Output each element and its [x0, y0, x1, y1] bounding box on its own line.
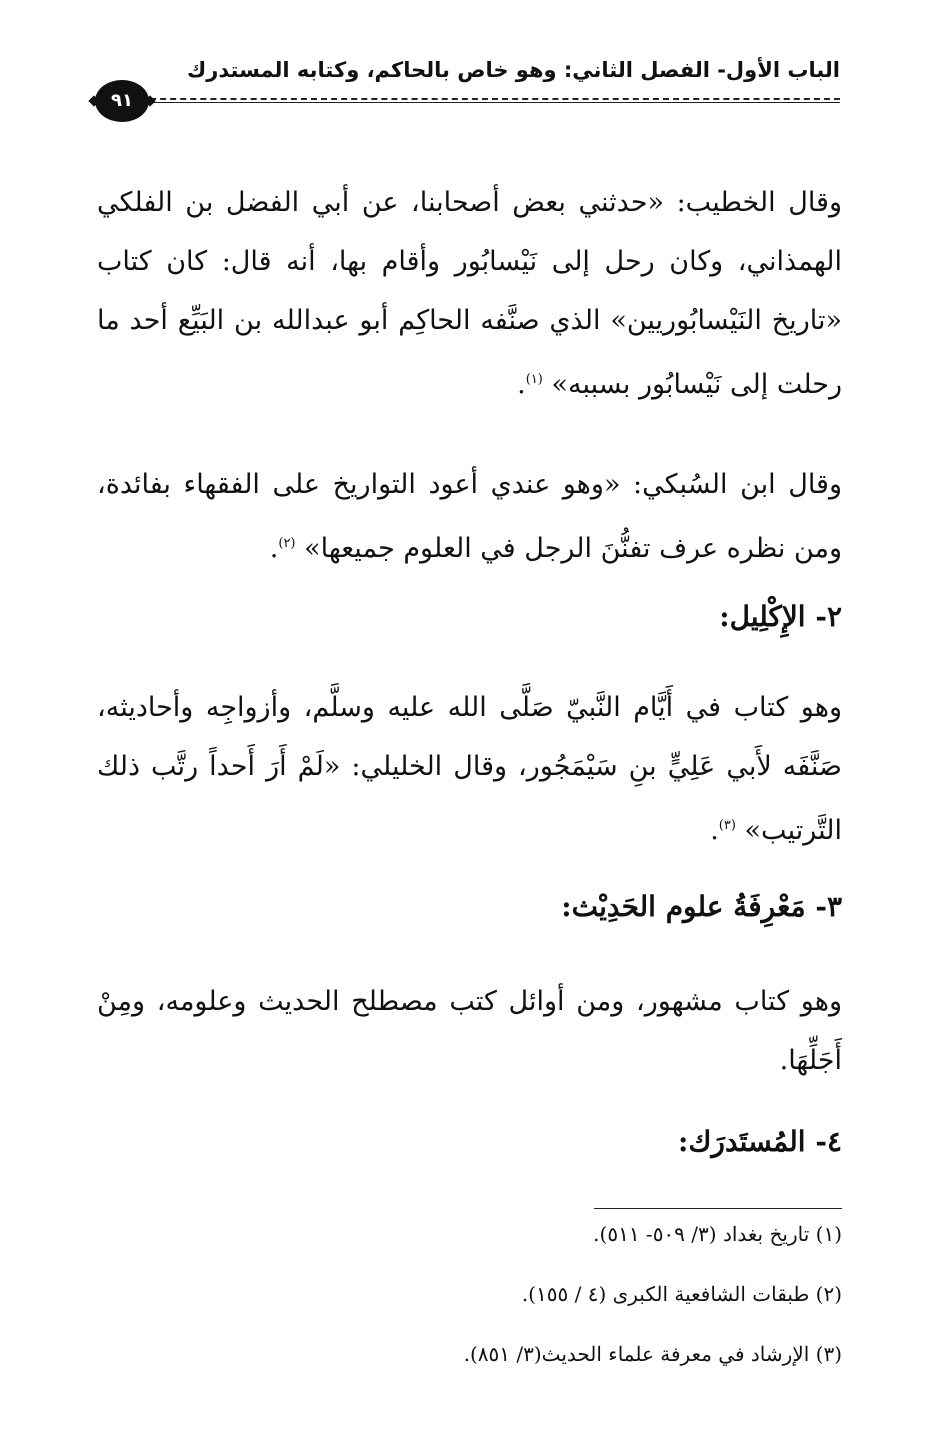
footnote-ref: (١) — [525, 372, 543, 387]
paragraph-text: وقال ابن السُبكي: «وهو عندي أعود التواريخ على الفقهاء بفائدة، ومن نظره عرف تفنُّنَ الرجل في العلوم جميعها» — [97, 469, 842, 564]
paragraph-end: . — [710, 815, 719, 846]
paragraph-marifa: وهو كتاب مشهور، ومن أوائل كتب مصطلح الحديث وعلومه، ومِنْ أَجَلِّهَا. — [97, 986, 842, 1076]
paragraph-subki-quote — [97, 455, 842, 578]
footnote-3: (٣) الإرشاد في معرفة علماء الحديث(٣/ ٨٥١). — [463, 1342, 842, 1366]
footnote-ref: (٣) — [718, 818, 736, 833]
section-heading-mustadrak: ٤- المُستَدرَك: — [678, 1125, 842, 1158]
footnote-ref: (٢) — [278, 536, 296, 551]
footnote-separator — [594, 1208, 842, 1209]
section-heading-marifa: ٣- مَعْرِفَةُ علوم الحَدِيْث: — [561, 890, 842, 923]
footnote-2: (٢) طبقات الشافعية الكبرى (٤ / ١٥٥). — [521, 1282, 842, 1306]
paragraph-text: وهو كتاب في أَيَّام النَّبيّ صَلَّى الله عليه وسلَّم، وأزواجِه وأحاديثه، صَنَّفَه لأَبي عَلِيٍّ بنِ سَيْمَجُور، وقال الخليلي: «لَمْ أَرَ أَحداً رتَّب ذلك التَّرتيب» — [97, 692, 842, 846]
header-rule-underline — [140, 102, 840, 103]
paragraph-khatib-quote — [97, 173, 842, 414]
header-rule — [140, 98, 840, 100]
paragraph-iklil — [97, 678, 842, 860]
paragraph-end: . — [517, 369, 526, 400]
paragraph-end: . — [269, 533, 279, 564]
section-heading-iklil: ٢- الإِكْلِيل: — [719, 600, 842, 633]
running-header — [95, 58, 840, 110]
page-number-badge: ٩١ — [95, 80, 149, 122]
paragraph-text: وقال الخطيب: «حدثني بعض أصحابنا، عن أبي الفضل بن الفلكي الهمذاني، وكان رحل إلى نَيْسابُور وأقام بها، أنه قال: كان كتاب «تاريخ النَيْسابُوريين» الذي صنَّفه الحاكِم أبو عبدالله بن البَيِّع أحد ما رحلت إلى نَيْسابُور بسببه» — [97, 187, 842, 400]
footnote-1: (١) تاريخ بغداد (٣/ ٥٠٩- ٥١١). — [593, 1222, 842, 1246]
header-title: الباب الأول- الفصل الثاني: وهو خاص بالحاكم، وكتابه المستدرك — [187, 58, 840, 82]
